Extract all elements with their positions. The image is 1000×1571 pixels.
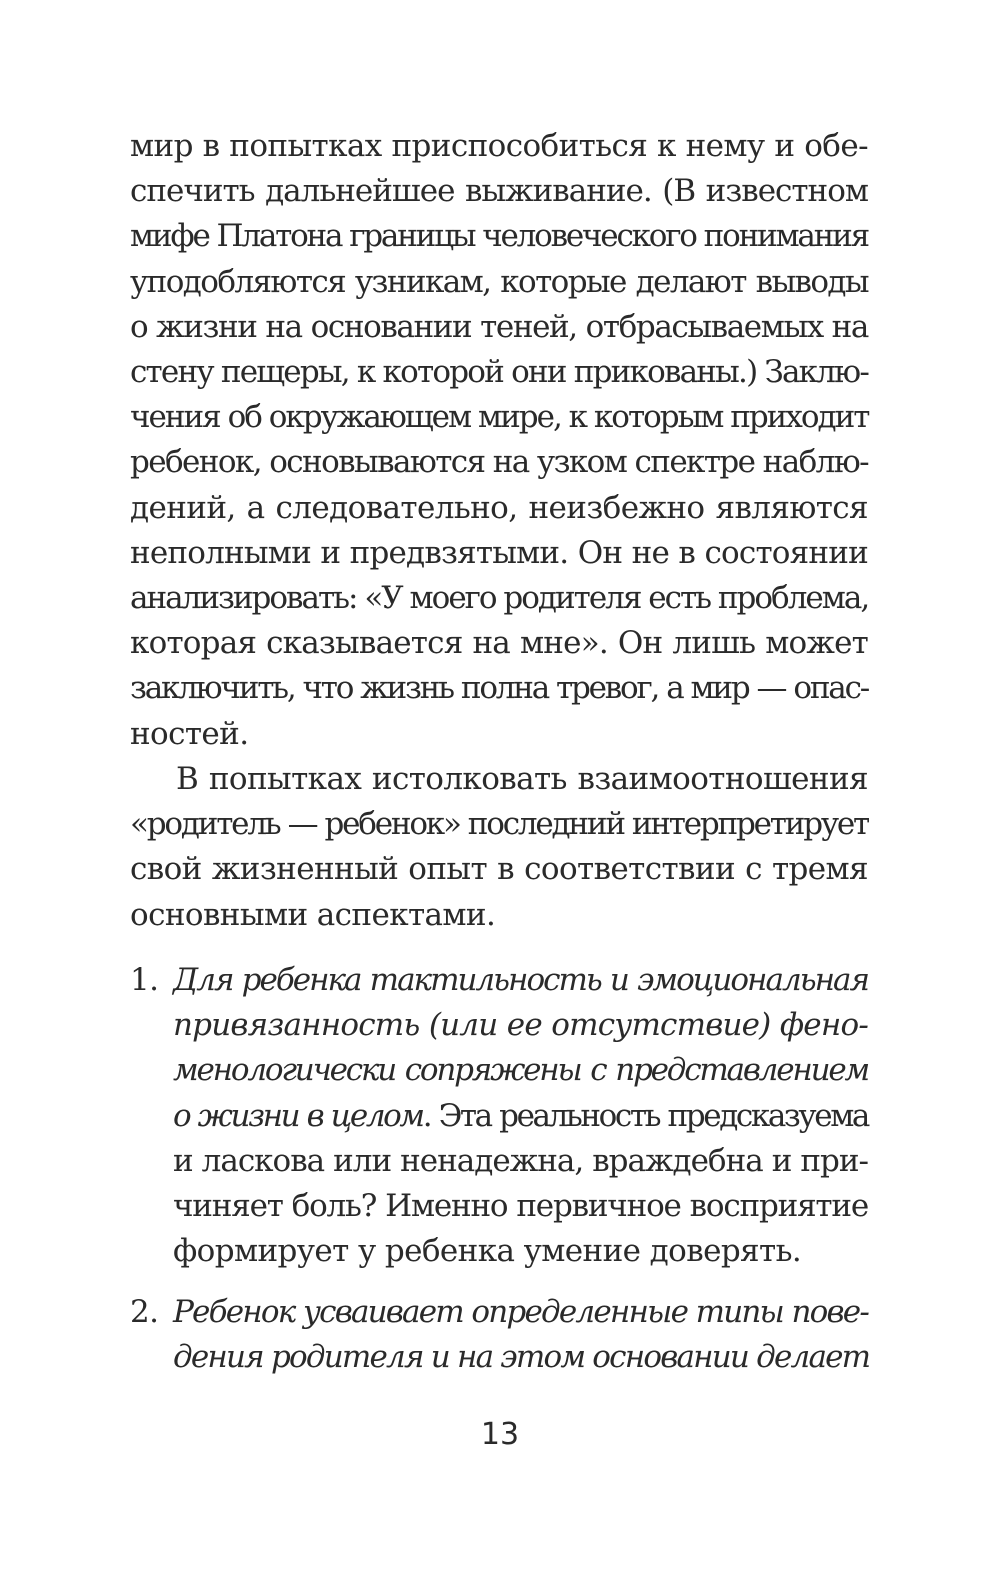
text-line: [173, 958, 868, 1003]
text-line: чения об окружающем мире, к которым приходит: [130, 399, 869, 436]
text-line: анализировать: «У моего родителя есть проблема,: [130, 580, 869, 617]
text-line: свой жизненный опыт в соответствии с тремя: [130, 851, 868, 888]
text-line: [173, 1290, 868, 1335]
list-item-body: [173, 958, 868, 1274]
text-line: стену пещеры, к которой они прикованы.) Заклю-: [130, 354, 868, 391]
text-line: мир в попытках приспособиться к нему и обе-: [130, 128, 868, 164]
text-line: [173, 1094, 868, 1139]
text-line: «родитель — ребенок» последний интерпретирует: [130, 806, 868, 843]
text-line: и ласкова или ненадежна, враждебна и при-: [173, 1142, 868, 1179]
regular-text: . Эта реальность предсказуема: [422, 1097, 868, 1134]
italic-text: Ребенок усваивает определенные типы пове-: [173, 1294, 868, 1330]
list-item-body: [173, 1290, 868, 1380]
text-line: которая сказывается на мне». Он лишь может: [130, 625, 868, 662]
text-line: мифе Платона границы человеческого понимания: [130, 218, 868, 255]
text-line: [173, 1048, 868, 1093]
italic-text: Для ребенка тактильность и эмоциональная: [173, 962, 868, 998]
text-line: неполными и предвзятыми. Он не в состоянии: [130, 534, 868, 571]
text-line: дений, а следовательно, неизбежно являются: [130, 489, 868, 526]
page-number: 13: [480, 1417, 520, 1452]
text-line: заключить, что жизнь полна тревог, а мир — опас-: [130, 670, 868, 707]
text-line: о жизни на основании теней, отбрасываемых на: [130, 308, 868, 345]
italic-text: менологически сопряжены с представлением: [173, 1052, 868, 1089]
list-number: 2.: [130, 1294, 159, 1330]
italic-text: дения родителя и на этом основании делает: [173, 1339, 870, 1376]
paragraph-continuation: [130, 124, 868, 757]
text-line: [173, 1335, 868, 1380]
text-line: уподобляются узникам, которые делают выводы: [130, 263, 868, 300]
text-line: ребенок, основываются на узком спектре наблю-: [130, 444, 868, 481]
text-line: формирует у ребенка умение доверять.: [173, 1233, 802, 1270]
text-line: ностей.: [130, 715, 249, 752]
paragraph-intro-list: [130, 757, 868, 938]
text-line: [173, 1003, 868, 1048]
italic-text: о жизни в целом: [173, 1097, 423, 1134]
list-number: 1.: [130, 962, 159, 998]
text-line: чиняет боль? Именно первичное восприятие: [173, 1188, 868, 1225]
italic-text: привязанность (или ее отсутствие) фено-: [173, 1007, 868, 1044]
text-line: основными аспектами.: [130, 896, 496, 933]
text-line: В попытках истолковать взаимоотношения: [176, 761, 868, 797]
text-line: спечить дальнейшее выживание. (В известном: [130, 173, 868, 210]
